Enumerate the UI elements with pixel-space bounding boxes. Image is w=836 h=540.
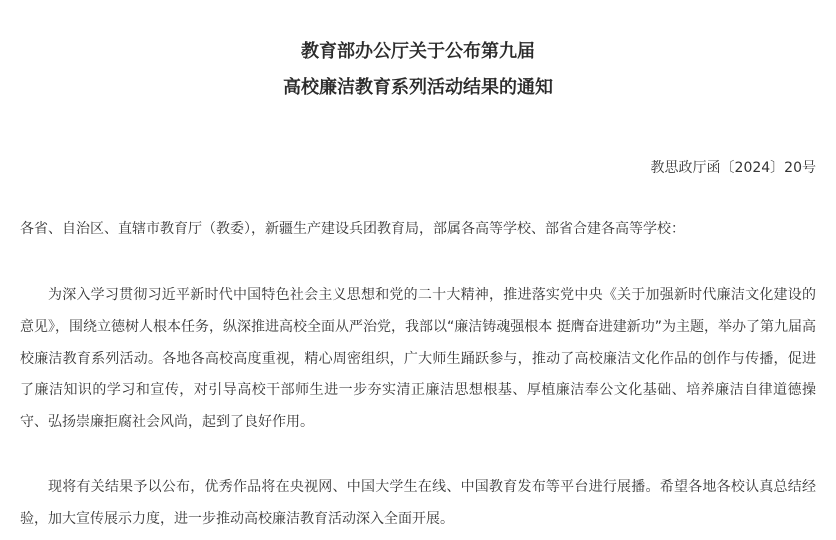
notice-title-line-1: 教育部办公厅关于公布第九届	[301, 41, 535, 62]
document-number: 教思政厅函〔2024〕20号	[650, 160, 816, 176]
notice-title-line-2: 高校廉洁教育系列活动结果的通知	[283, 77, 553, 98]
body-paragraph-1: 为深入学习贯彻习近平新时代中国特色社会主义思想和党的二十大精神，推进落实党中央《关于加强新时代廉洁文化建设的意见》，围绕立德树人根本任务，纵深推进高校全面从严治党，我部以“廉洁铸魂强根本 挺膺奋进建新功”为主题，举办了第九届高校廉洁教育系列活动。各地各高校高度重视，精心周密组织，广大师生踊跃参与，推动了高校廉洁文化作品的创作与传播，促进了廉洁知识的学习和宣传，对引导高校干部师生进一步夯实清正廉洁思想根基、厚植廉洁奉公文化基础、培养廉洁自律道德操守、弘扬崇廉拒腐社会风尚，起到了良好作用。	[20, 287, 816, 431]
body-paragraph-2: 现将有关结果予以公布，优秀作品将在央视网、中国大学生在线、中国教育发布等平台进行展播。希望各地各校认真总结经验，加大宣传展示力度，进一步推动高校廉洁教育活动深入全面开展。	[20, 479, 816, 527]
salutation: 各省、自治区、直辖市教育厅（教委），新疆生产建设兵团教育局，部属各高等学校、部省合建各高等学校：	[20, 221, 685, 237]
